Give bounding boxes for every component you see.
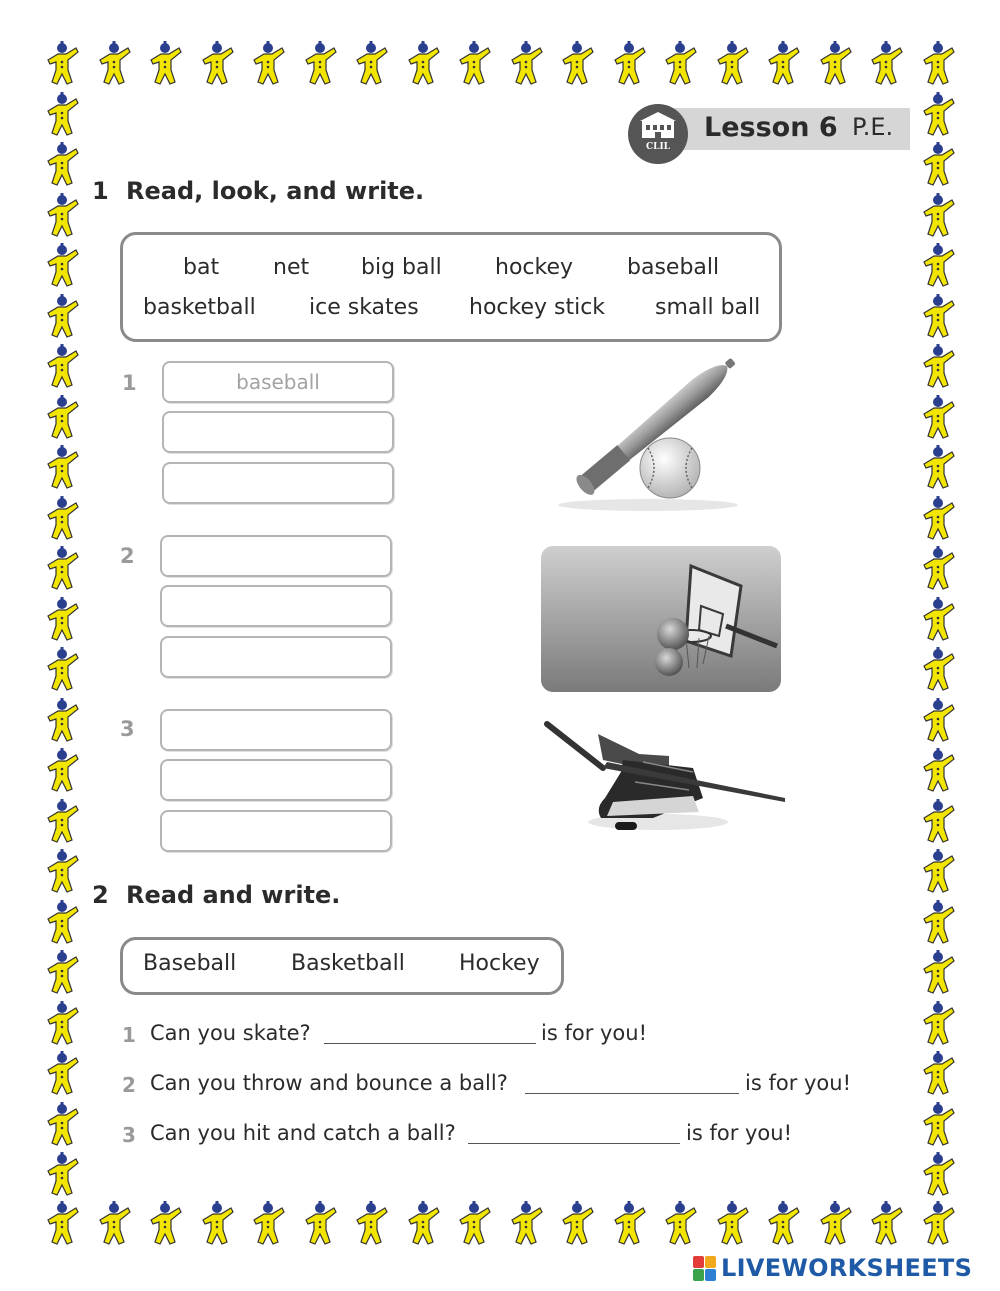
- answer-field[interactable]: [160, 535, 392, 577]
- word-bank-item: Baseball: [143, 951, 237, 976]
- border-figure-icon: [42, 495, 82, 541]
- border-figure-icon: [918, 1050, 958, 1096]
- border-figure-icon: [918, 293, 958, 339]
- section1-title-text: Read, look, and write.: [126, 177, 425, 205]
- question-prompt: Can you skate?: [150, 1021, 311, 1045]
- border-figure-icon: [866, 40, 906, 86]
- border-figure-icon: [42, 545, 82, 591]
- border-figure-icon: [248, 1200, 288, 1246]
- border-figure-icon: [918, 1151, 958, 1197]
- bat-and-baseball-photo: [548, 345, 766, 513]
- border-figure-icon: [918, 40, 958, 86]
- border-figure-icon: [42, 1151, 82, 1197]
- border-figure-icon: [918, 192, 958, 238]
- border-figure-icon: [42, 343, 82, 389]
- answer-blank[interactable]: [525, 1093, 739, 1094]
- border-figure-icon: [42, 596, 82, 642]
- word-bank-item: Basketball: [291, 951, 405, 976]
- border-figure-icon: [42, 1200, 82, 1246]
- border-figure-icon: [145, 1200, 185, 1246]
- border-figure-icon: [42, 141, 82, 187]
- liveworksheets-logo-icon: [693, 1256, 717, 1282]
- border-figure-icon: [918, 1200, 958, 1246]
- basketball-hoop-photo: [541, 546, 781, 692]
- word-bank-item: basketball: [143, 295, 256, 320]
- answer-blank[interactable]: [324, 1043, 536, 1044]
- border-figure-icon: [42, 646, 82, 692]
- border-figure-icon: [712, 1200, 752, 1246]
- word-bank-item: hockey: [495, 255, 574, 280]
- question-prompt: Can you throw and bounce a ball?: [150, 1071, 508, 1095]
- question-suffix: is for you!: [745, 1071, 852, 1095]
- answer-blank[interactable]: [468, 1143, 680, 1144]
- word-bank-item: bat: [183, 255, 220, 280]
- word-bank-item: big ball: [361, 255, 442, 280]
- border-figure-icon: [454, 1200, 494, 1246]
- border-figure-icon: [918, 646, 958, 692]
- border-figure-icon: [145, 40, 185, 86]
- clil-badge-label: CLIL: [645, 142, 671, 152]
- border-figure-icon: [506, 40, 546, 86]
- question-number: 1: [122, 1023, 136, 1047]
- border-figure-icon: [42, 798, 82, 844]
- border-figure-icon: [918, 747, 958, 793]
- question-number: 2: [122, 1073, 136, 1097]
- word-bank-item: net: [273, 255, 310, 280]
- border-figure-icon: [300, 40, 340, 86]
- border-figure-icon: [866, 1200, 906, 1246]
- border-figure-icon: [42, 192, 82, 238]
- border-figure-icon: [815, 40, 855, 86]
- border-figure-icon: [609, 1200, 649, 1246]
- border-figure-icon: [42, 444, 82, 490]
- border-figure-icon: [918, 798, 958, 844]
- border-figure-icon: [918, 1101, 958, 1147]
- border-figure-icon: [197, 40, 237, 86]
- border-figure-icon: [248, 40, 288, 86]
- school-icon: [628, 104, 688, 164]
- border-figure-icon: [918, 343, 958, 389]
- border-figure-icon: [712, 40, 752, 86]
- answer-field[interactable]: [160, 585, 392, 627]
- border-figure-icon: [42, 1101, 82, 1147]
- border-figure-icon: [763, 40, 803, 86]
- word-bank-item: ice skates: [309, 295, 419, 320]
- border-figure-icon: [918, 899, 958, 945]
- border-figure-icon: [557, 40, 597, 86]
- answer-field[interactable]: baseball: [162, 361, 394, 403]
- border-figure-icon: [94, 40, 134, 86]
- border-figure-icon: [42, 394, 82, 440]
- word-bank-item: baseball: [627, 255, 720, 280]
- border-figure-icon: [918, 697, 958, 743]
- border-figure-icon: [918, 444, 958, 490]
- word-bank-item: small ball: [655, 295, 761, 320]
- border-figure-icon: [403, 1200, 443, 1246]
- section1-title: [92, 177, 424, 205]
- border-figure-icon: [42, 242, 82, 288]
- lesson-title: Lesson 6: [704, 112, 838, 143]
- border-figure-icon: [918, 545, 958, 591]
- border-figure-icon: [351, 1200, 391, 1246]
- answer-field[interactable]: [160, 709, 392, 751]
- section2-title-text: Read and write.: [126, 881, 341, 909]
- hockey-stick-and-ice-skates-photo: [543, 712, 787, 840]
- border-figure-icon: [197, 1200, 237, 1246]
- question-suffix: is for you!: [686, 1121, 793, 1145]
- section1-word-bank: [120, 232, 782, 342]
- border-figure-icon: [918, 848, 958, 894]
- border-figure-icon: [42, 949, 82, 995]
- border-figure-icon: [42, 1050, 82, 1096]
- border-figure-icon: [42, 40, 82, 86]
- border-figure-icon: [815, 1200, 855, 1246]
- answer-field[interactable]: [160, 636, 392, 678]
- border-figure-icon: [351, 40, 391, 86]
- border-figure-icon: [660, 40, 700, 86]
- border-figure-icon: [918, 91, 958, 137]
- question-number: 3: [122, 1123, 136, 1147]
- section1-number: 1: [92, 177, 109, 205]
- question-prompt: Can you hit and catch a ball?: [150, 1121, 456, 1145]
- word-bank-item: Hockey: [459, 951, 540, 976]
- section2-word-bank: [120, 937, 564, 995]
- border-figure-icon: [918, 394, 958, 440]
- border-figure-icon: [506, 1200, 546, 1246]
- border-figure-icon: [42, 697, 82, 743]
- border-figure-icon: [42, 91, 82, 137]
- answer-field[interactable]: [160, 759, 392, 801]
- word-bank-item: hockey stick: [469, 295, 606, 320]
- border-figure-icon: [918, 1000, 958, 1046]
- border-figure-icon: [42, 747, 82, 793]
- border-figure-icon: [918, 495, 958, 541]
- border-figure-icon: [300, 1200, 340, 1246]
- item-number: 3: [120, 717, 135, 741]
- question-suffix: is for you!: [541, 1021, 648, 1045]
- border-figure-icon: [763, 1200, 803, 1246]
- item-number: 2: [120, 544, 135, 568]
- answer-field[interactable]: [160, 810, 392, 852]
- border-figure-icon: [918, 596, 958, 642]
- lesson-header: [628, 104, 910, 154]
- border-figure-icon: [660, 1200, 700, 1246]
- border-figure-icon: [609, 40, 649, 86]
- liveworksheets-logo-text: LIVEWORKSHEETS: [721, 1254, 973, 1282]
- answer-field[interactable]: [162, 462, 394, 504]
- border-figure-icon: [454, 40, 494, 86]
- border-figure-icon: [42, 848, 82, 894]
- border-figure-icon: [403, 40, 443, 86]
- border-figure-icon: [42, 293, 82, 339]
- border-figure-icon: [557, 1200, 597, 1246]
- section2-number: 2: [92, 881, 109, 909]
- border-figure-icon: [918, 242, 958, 288]
- border-figure-icon: [918, 949, 958, 995]
- answer-field[interactable]: [162, 411, 394, 453]
- lesson-subject: P.E.: [852, 113, 894, 141]
- border-figure-icon: [42, 1000, 82, 1046]
- item-number: 1: [122, 371, 137, 395]
- section2-title: [92, 881, 340, 909]
- border-figure-icon: [94, 1200, 134, 1246]
- border-figure-icon: [918, 141, 958, 187]
- border-figure-icon: [42, 899, 82, 945]
